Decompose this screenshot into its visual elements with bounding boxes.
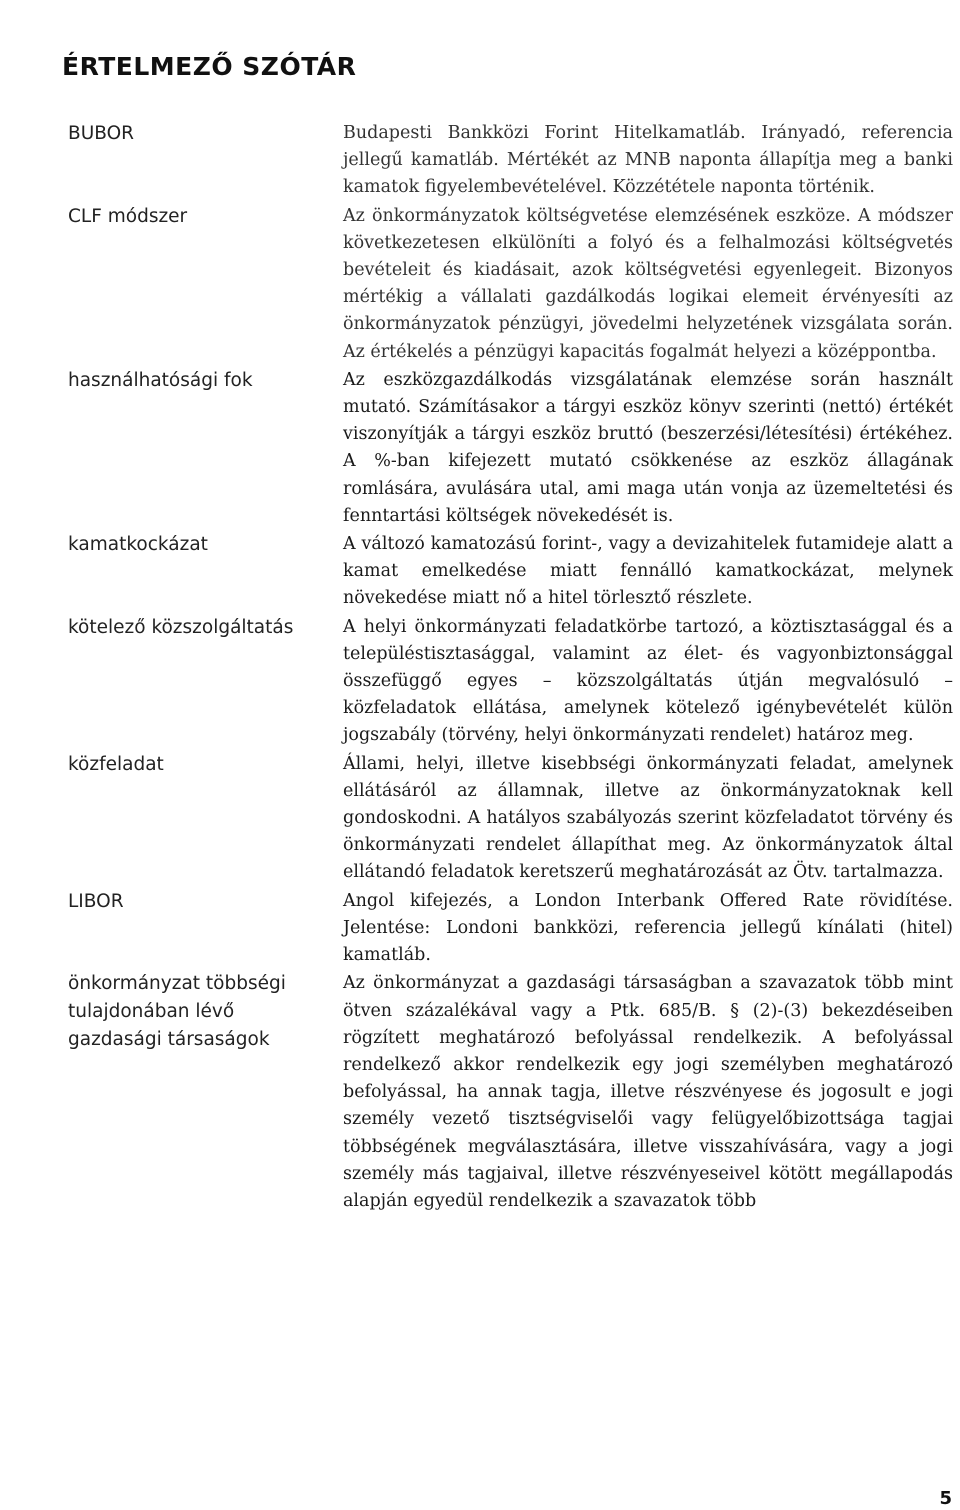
glossary-term: önkormányzat többségi tulajdonában lévő gazdasági társaságok — [68, 973, 286, 1051]
glossary-entry-libor — [68, 888, 956, 970]
glossary-entry-kozfeladat — [68, 751, 956, 887]
glossary-entry-bubor — [68, 120, 956, 202]
page-number: 5 — [939, 1488, 952, 1509]
page-title: ÉRTELMEZŐ SZÓTÁR — [62, 52, 357, 81]
glossary-term: kamatkockázat — [68, 534, 208, 556]
glossary-term: kötelező közszolgáltatás — [68, 616, 294, 638]
glossary-term: közfeladat — [68, 753, 164, 775]
glossary-definition: Budapesti Bankközi Forint Hitelkamatláb. Irányadó, referencia jellegű kamatláb. Mértékét az MNB naponta állapítja meg a banki kamatok figyelembevételével. Közzététele naponta történik. — [343, 123, 953, 198]
glossary-entry-onkormanyzati-tarsasagok — [68, 970, 956, 1215]
glossary-term: CLF módszer — [68, 205, 188, 227]
glossary-term: használhatósági fok — [68, 369, 253, 391]
glossary-entry-clf-modszer — [68, 203, 956, 366]
glossary-definition: A helyi önkormányzati feladatkörbe tartozó, a köztisztasággal és a településtisztasággal, valamint az élet- és vagyonbiztonsággal összefüggő egyes – közszolgáltatás útján megvalósuló – közfeladatok ellátása, amelynek kötelező igénybevételét külön jogszabály (törvény, helyi önkormányzati rendelet) határoz meg. — [343, 616, 953, 746]
glossary-definition: Angol kifejezés, a London Interbank Offered Rate rövidítése. Jelentése: Londoni bankközi, referencia jellegű kínálati (hitel) kamatláb. — [343, 890, 953, 966]
glossary-term: LIBOR — [68, 890, 124, 912]
glossary-entry-kotelezo-kozszolgaltatas — [68, 614, 956, 750]
glossary-list — [68, 120, 956, 1215]
glossary-definition: Az önkormányzatok költségvetése elemzésének eszköze. A módszer következetesen elkülöníti a folyó és a felhalmozási költségvetés bevételeit és kiadásait, azok költségvetési egyenlegeit. Bizonyos mértékig a vállalati gazdálkodás logikai elemeit érvényesíti az önkormányzatok pénzügyi, jövedelmi helyzetének vizsgálata során. Az értékelés a pénzügyi kapacitás fogalmát helyezi a középpontba. — [343, 205, 953, 362]
glossary-definition: Állami, helyi, illetve kisebbségi önkormányzati feladat, amelynek ellátásáról az államnak, illetve az önkormányzatoknak kell gondoskodni. A hatályos szabályozás szerint közfeladatot törvény és önkormányzati rendelet állapíthat meg. Az önkormányzatok által ellátandó feladatok keretszerű meghatározását az Ötv. tartalmazza. — [343, 753, 953, 883]
glossary-entry-kamatkockazat — [68, 531, 956, 613]
glossary-entry-hasznalhatosagi-fok — [68, 367, 956, 530]
glossary-term: BUBOR — [68, 123, 135, 144]
glossary-definition: Az önkormányzat a gazdasági társaságban a szavazatok több mint ötven százalékával vagy a Ptk. 685/B. § (2)-(3) bekezdéseiben rögzített meghatározó befolyással rendelkezik. A befolyással rendelkező akkor rendelkezik egy jogi személyben meghatározó befolyással, ha annak tagja, illetve részvényese és jogosult e jogi személy vezető tisztségviselői vagy felügyelőbizottsága tagjai többségének megválasztására, illetve visszahívására, vagy a jogi személy más tagjaival, illetve részvényeseivel kötött megállapodás alapján egyedül rendelkezik a szavazatok több — [343, 973, 953, 1211]
glossary-definition: Az eszközgazdálkodás vizsgálatának elemzése során használt mutató. Számításakor a tárgyi eszköz könyv szerinti (nettó) értékét viszonyítják a tárgyi eszköz bruttó (beszerzési/létesítési) értékéhez. A %-ban kifejezett mutató csökkenése az eszköz állagának romlására, avulására utal, ami maga után vonja az üzemeltetési és fenntartási költségek növekedését is. — [343, 369, 953, 526]
glossary-definition: A változó kamatozású forint-, vagy a devizahitelek futamideje alatt a kamat emelkedése miatt fennálló kamatkockázat, melynek növekedése miatt nő a hitel törlesztő részlete. — [343, 534, 953, 609]
